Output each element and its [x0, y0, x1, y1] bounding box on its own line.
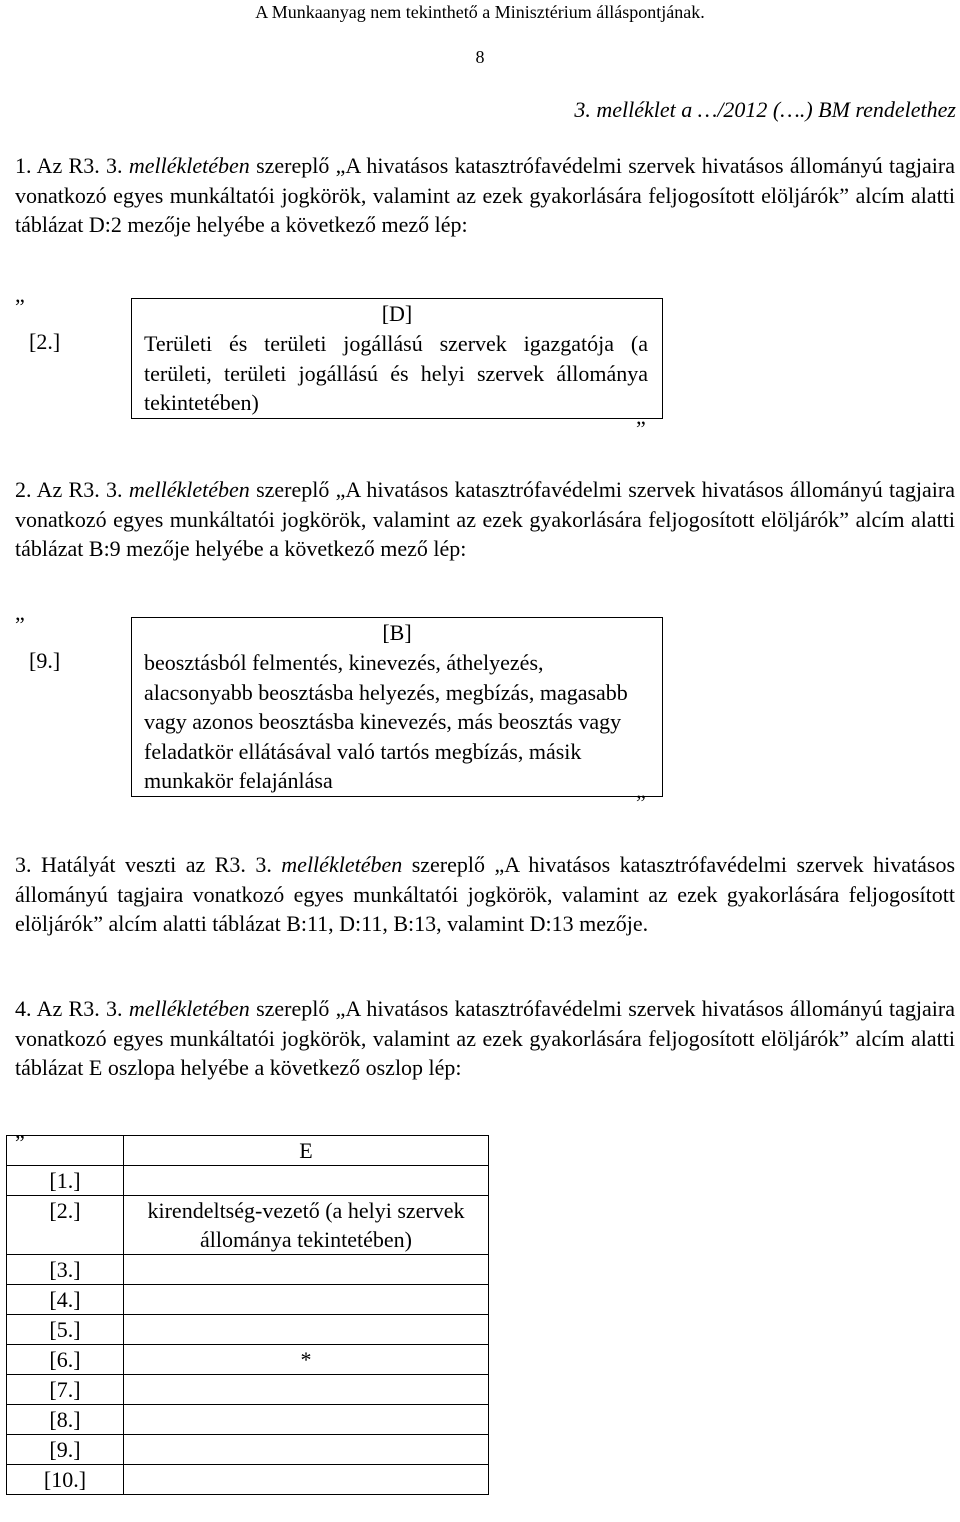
table-d-cell: Területi és területi jogállású szervek igazgatója (a területi, területi jogállású és helyi szervek állománya tekintetében) — [132, 329, 663, 418]
table-e-cell — [124, 1375, 489, 1405]
point-text: szereplő „A hivatásos katasztrófavédelmi szervek hivatásos állományú tagjaira vonatkozó egyes munkáltatói jogkörök, valamint az ezek gyakorlására feljogosított elöljárók” alcím alatti táblázat B:9 mezője helyébe a következő mező lép: — [15, 477, 956, 561]
point-number: 1. — [15, 153, 32, 178]
point-2 — [15, 475, 955, 564]
table-e-corner — [7, 1136, 124, 1166]
annex-title: 3. melléklet a …/2012 (….) BM rendelethez — [574, 97, 956, 122]
table-e-row-number: [7.] — [7, 1375, 124, 1405]
table-e-cell: * — [124, 1345, 489, 1375]
table-b — [15, 617, 663, 797]
point-text-prefix: Az R3. 3. — [36, 996, 129, 1021]
table-row — [7, 1166, 489, 1196]
table-row — [7, 1405, 489, 1435]
table-row — [7, 1315, 489, 1345]
table-d-column-header: [D] — [132, 299, 663, 330]
quote-open: „ — [15, 600, 25, 625]
point-number: 4. — [15, 996, 32, 1021]
quote-open: „ — [15, 1118, 25, 1143]
table-e-cell — [124, 1465, 489, 1495]
table-row — [7, 1465, 489, 1495]
table-row — [7, 1196, 489, 1255]
point-text: szereplő „A hivatásos katasztrófavédelmi szervek hivatásos állományú tagjaira vonatkozó egyes munkáltatói jogkörök, valamint az ezek gyakorlására feljogosított elöljárók” alcím alatti táblázat E oszlopa helyébe a következő oszlop lép: — [15, 996, 956, 1080]
table-e — [6, 1135, 489, 1495]
table-row — [7, 1345, 489, 1375]
quote-close: ” — [636, 416, 646, 441]
point-1 — [15, 151, 955, 240]
point-text: szereplő „A hivatásos katasztrófavédelmi szervek hivatásos állományú tagjaira vonatkozó egyes munkáltatói jogkörök, valamint az ezek gyakorlására feljogosított elöljárók” alcím alatti táblázat D:2 mezője helyébe a következő mező lép: — [15, 153, 956, 237]
table-e-row-number: [9.] — [7, 1435, 124, 1465]
point-number: 3. — [15, 852, 32, 877]
table-e-row-number: [3.] — [7, 1255, 124, 1285]
table-e-cell — [124, 1166, 489, 1196]
table-e-cell — [124, 1315, 489, 1345]
table-e-cell: kirendeltség-vezető (a helyi szervek állománya tekintetében) — [124, 1196, 489, 1255]
point-text-italic: mellékletében — [281, 852, 403, 877]
table-e-row-number: [8.] — [7, 1405, 124, 1435]
table-e-cell — [124, 1285, 489, 1315]
table-e-cell — [124, 1255, 489, 1285]
point-number: 2. — [15, 477, 32, 502]
table-row — [7, 1435, 489, 1465]
point-4 — [15, 994, 955, 1083]
point-text-italic: mellékletében — [128, 996, 250, 1021]
table-e-cell — [124, 1405, 489, 1435]
table-e-row-number: [2.] — [7, 1196, 124, 1255]
table-b-row-number: [9.] — [29, 648, 61, 673]
point-3 — [15, 850, 955, 939]
document-header: A Munkaanyag nem tekinthető a Minisztérium álláspontjának. — [255, 2, 705, 22]
point-text-prefix: Az R3. 3. — [36, 153, 129, 178]
table-e-cell — [124, 1435, 489, 1465]
table-row — [7, 1375, 489, 1405]
table-e-column-header: E — [124, 1136, 489, 1166]
quote-close: ” — [636, 790, 646, 815]
table-e-row-number: [1.] — [7, 1166, 124, 1196]
point-text: szereplő „A hivatásos katasztrófavédelmi szervek hivatásos állományú tagjaira vonatkozó egyes munkáltatói jogkörök, valamint az ezek gyakorlására feljogosított elöljárók” alcím alatti táblázat B:11, D:11, B:13, valamint D:13 mezője. — [15, 852, 956, 936]
table-e-row-number: [6.] — [7, 1345, 124, 1375]
point-text-prefix: Hatályát veszti az R3. 3. — [40, 852, 282, 877]
table-b-column-header: [B] — [132, 618, 663, 649]
point-text-italic: mellékletében — [128, 477, 250, 502]
page-number: 8 — [475, 47, 485, 67]
quote-open: „ — [15, 282, 25, 307]
table-e-row-number: [10.] — [7, 1465, 124, 1495]
table-d — [15, 298, 663, 419]
table-d-row-number: [2.] — [29, 329, 61, 354]
point-text-italic: mellékletében — [128, 153, 250, 178]
table-row — [7, 1285, 489, 1315]
table-b-cell: beosztásból felmentés, kinevezés, áthelyezés, alacsonyabb beosztásba helyezés, megbízás, magasabb vagy azonos beosztásba kinevezés, más beosztás vagy feladatkör ellátásával való tartós megbízás, másik munkakör felajánlása — [132, 648, 663, 796]
table-e-row-number: [5.] — [7, 1315, 124, 1345]
table-e-row-number: [4.] — [7, 1285, 124, 1315]
table-row — [7, 1255, 489, 1285]
point-text-prefix: Az R3. 3. — [36, 477, 129, 502]
